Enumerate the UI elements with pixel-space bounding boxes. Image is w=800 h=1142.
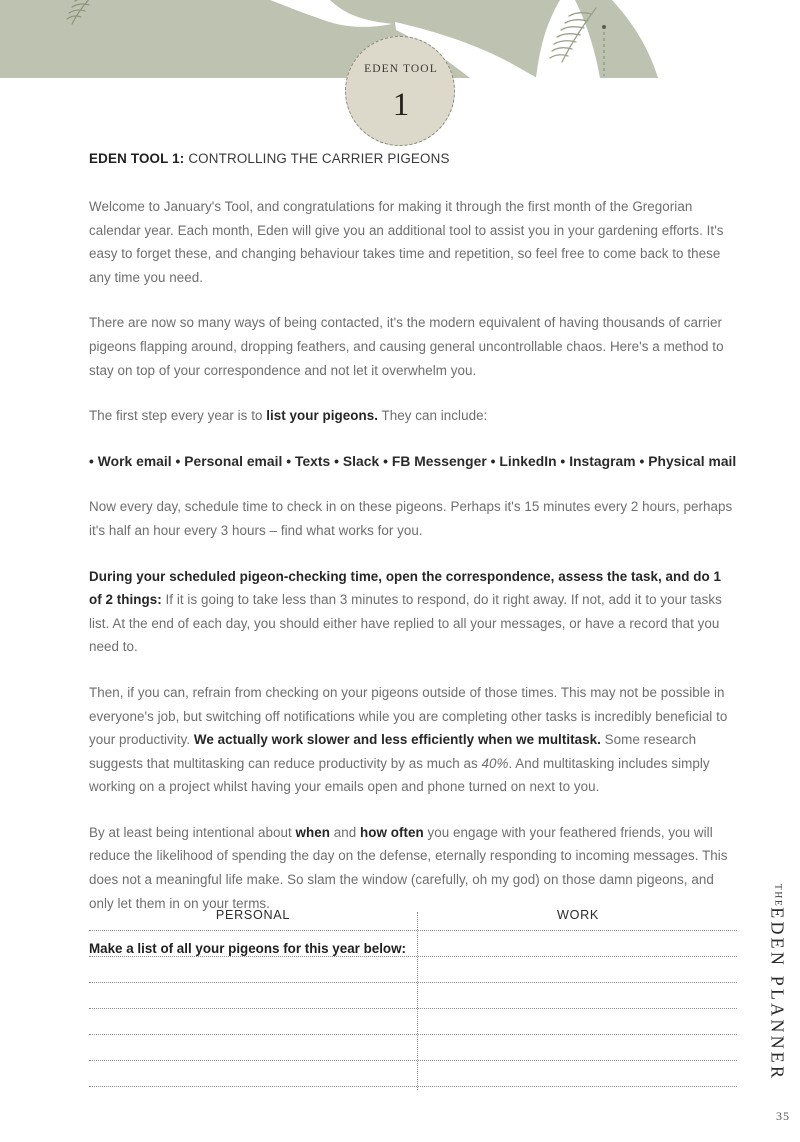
paragraph-schedule: Now every day, schedule time to check in on these pigeons. Perhaps it's 15 minutes every 2 hours, perhaps it's half an hour every 3 hours – find what works for you. bbox=[89, 499, 733, 538]
eden-tool-badge bbox=[345, 36, 455, 146]
paragraph-intro: Welcome to January's Tool, and congratulations for making it through the first month of the Gregorian calendar year. Each month, Eden will give you an additional tool to assist you in your gardening efforts. It's easy to forget these, and changing behaviour takes time and repetition, so feel free to come back to these any time you need. bbox=[89, 199, 724, 285]
table-row[interactable] bbox=[89, 1008, 737, 1009]
badge-fern-sprig-icon bbox=[62, 0, 102, 28]
paragraph-first-step bbox=[89, 404, 737, 428]
pigeons-worksheet-table bbox=[89, 908, 737, 1090]
page-number: 35 bbox=[776, 1109, 790, 1123]
paragraph-intentional bbox=[89, 821, 737, 915]
page-title-rest: CONTROLLING THE CARRIER PIGEONS bbox=[184, 151, 450, 166]
table-row[interactable] bbox=[89, 956, 737, 957]
pigeon-channels-list: • Work email • Personal email • Texts • Slack • FB Messenger • LinkedIn • Instagram • Physical mail bbox=[89, 453, 737, 469]
first-step-before: The first step every year is to bbox=[89, 408, 267, 424]
intentional-bold-how-often: how often bbox=[360, 824, 424, 840]
intentional-c: you engage with your feathered friends, you will reduce the likelihood of spending the day on the defense, eternally responding to incoming messages. This does not a meaningful life make. So slam the window (carefully, oh my god) on those damn pigeons, and only let them in on your terms. bbox=[89, 824, 728, 911]
multitask-percent: 40% bbox=[481, 755, 509, 771]
page-title bbox=[89, 150, 737, 168]
paragraph-multitask bbox=[89, 681, 737, 799]
multitask-b: Some research suggests that multitasking can reduce productivity by as much as bbox=[89, 732, 697, 771]
paragraph-carrier-pigeons: There are now so many ways of being contacted, it's the modern equivalent of having thousands of carrier pigeons flapping around, dropping feathers, and causing general uncontrollable chaos. Here's a method to stay on top of your correspondence and not let it overwhelm you. bbox=[89, 315, 724, 378]
checking-time-bold: During your scheduled pigeon-checking time, open the correspondence, assess the task, and do 1 of 2 things: bbox=[89, 568, 721, 608]
checking-time-rest: If it is going to take less than 3 minutes to respond, do it right away. If not, add it to your tasks list. At the end of each day, you should either have replied to all your messages, or have a record that you need to. bbox=[89, 592, 722, 655]
table-row[interactable] bbox=[89, 930, 737, 931]
dashed-stem-icon bbox=[596, 24, 612, 78]
badge-number: 1 bbox=[392, 87, 410, 123]
brand-name: EDEN PLANNER bbox=[767, 907, 788, 1082]
column-header-personal: PERSONAL bbox=[215, 908, 291, 922]
table-row[interactable] bbox=[89, 1060, 737, 1061]
table-row[interactable] bbox=[89, 982, 737, 983]
table-row[interactable] bbox=[89, 1034, 737, 1035]
vertical-brand-label bbox=[762, 884, 792, 1092]
badge-label: EDEN TOOL bbox=[364, 63, 438, 75]
column-divider bbox=[417, 912, 418, 1090]
multitask-bold: We actually work slower and less efficiently when we multitask. bbox=[193, 732, 601, 748]
page-title-bold: EDEN TOOL 1: bbox=[89, 151, 185, 166]
intentional-bold-when: when bbox=[295, 824, 330, 840]
brand-the: THE bbox=[772, 884, 783, 908]
first-step-after: They can include: bbox=[378, 408, 488, 424]
intentional-a: By at least being intentional about bbox=[89, 824, 296, 840]
make-list-instruction: Make a list of all your pigeons for this year below: bbox=[89, 941, 406, 957]
paragraph-checking-time bbox=[89, 565, 737, 659]
brand-text bbox=[767, 884, 788, 1081]
document-body bbox=[89, 150, 737, 979]
table-row[interactable] bbox=[89, 1086, 737, 1087]
first-step-bold: list your pigeons. bbox=[266, 408, 378, 424]
intentional-b: and bbox=[329, 824, 361, 840]
multitask-c: . And multitasking includes simply working on a project whilst having your emails open and phone turned on next to you. bbox=[89, 755, 710, 795]
column-header-work: WORK bbox=[557, 908, 599, 922]
multitask-a: Then, if you can, refrain from checking on your pigeons outside of those times. This may not be possible in everyone's job, but switching off notifications while you are completing other tasks is incredibly beneficial to your productivity. bbox=[89, 684, 728, 748]
